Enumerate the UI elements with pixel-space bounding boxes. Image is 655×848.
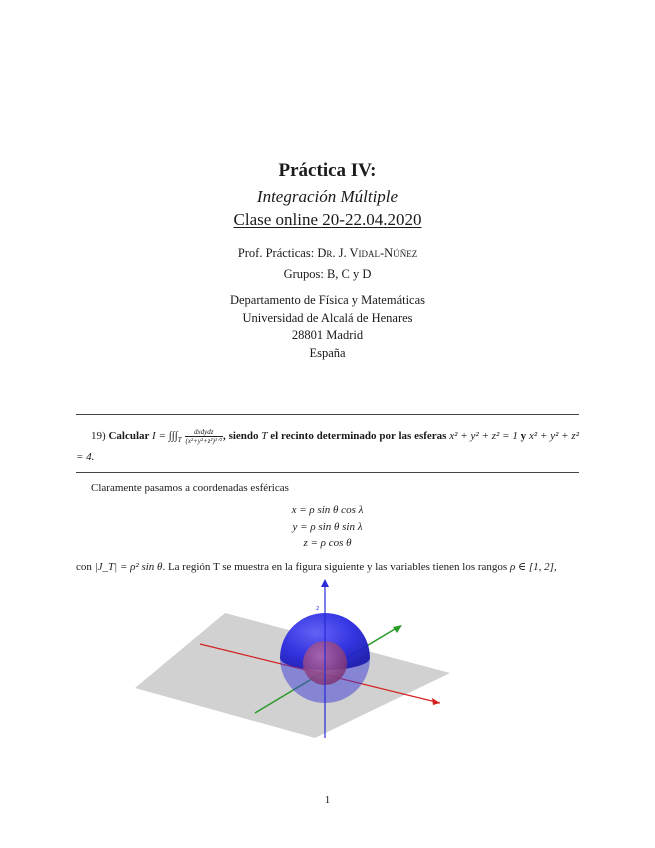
problem-verb: Calcular	[108, 430, 150, 443]
page-title: Práctica IV:	[278, 160, 377, 181]
problem-text-2: el recinto determinado por las esferas	[270, 430, 447, 443]
fraction-denominator: (x²+y²+z²)¹ᐟ²	[185, 437, 223, 445]
spherical-equations	[0, 502, 655, 552]
z-axis-arrow	[321, 579, 329, 587]
integral-subscript: T	[177, 436, 182, 445]
affiliation	[0, 292, 655, 362]
integral-lhs: I = ∫∫∫	[152, 430, 178, 443]
integrand-fraction	[185, 428, 224, 445]
y-axis-arrow	[393, 625, 402, 633]
x-axis-arrow	[432, 698, 440, 705]
jacobian-expression: |J_T| = ρ² sin θ	[94, 561, 163, 573]
equation-y: y = ρ sin θ sin λ	[292, 520, 363, 533]
affiliation-department: Departamento de Física y Matemáticas	[229, 293, 426, 307]
solution-intro: Claramente pasamos a coordenadas esféricas	[91, 482, 289, 494]
problem-number: 19)	[91, 430, 106, 443]
region-variable: T	[261, 430, 268, 443]
jacobian-text: . La región T se muestra en la figura siguiente y las variables tienen los rangos	[162, 561, 508, 573]
affiliation-university: Universidad de Alcalá de Henares	[242, 310, 413, 325]
professor-name: Dr. J. Vidal-Núñez	[317, 246, 418, 260]
affiliation-city: 28801 Madrid	[291, 328, 364, 342]
page-number: 1	[324, 794, 331, 806]
equation-x: x = ρ sin θ cos λ	[291, 504, 364, 516]
sphere-2-equation: x² + y² + z² = 4.	[76, 430, 579, 464]
equation-z: z = ρ cos θ	[303, 537, 352, 549]
groups-line: Grupos: B, C y D	[283, 267, 372, 281]
professor-line	[0, 246, 655, 261]
affiliation-country: España	[309, 345, 346, 360]
rho-range: ρ ∈ [1, 2],	[509, 561, 557, 573]
top-rule	[76, 414, 579, 415]
problem-text-1: , siendo	[223, 430, 259, 443]
z-tick-label: 2	[316, 606, 320, 612]
bottom-rule	[76, 472, 579, 473]
professor-label: Prof. Prácticas:	[237, 246, 315, 260]
jacobian-prefix: con	[76, 561, 92, 573]
class-date: Clase online 20-22.04.2020	[233, 210, 422, 229]
sphere-1-equation: x² + y² + z² = 1	[449, 430, 518, 443]
problem-statement	[76, 428, 579, 466]
fraction-numerator: dxdydz	[185, 428, 224, 437]
jacobian-line	[76, 560, 579, 573]
page-subtitle: Integración Múltiple	[256, 187, 399, 206]
problem-conjunction: y	[520, 430, 527, 443]
region-figure	[130, 578, 460, 743]
